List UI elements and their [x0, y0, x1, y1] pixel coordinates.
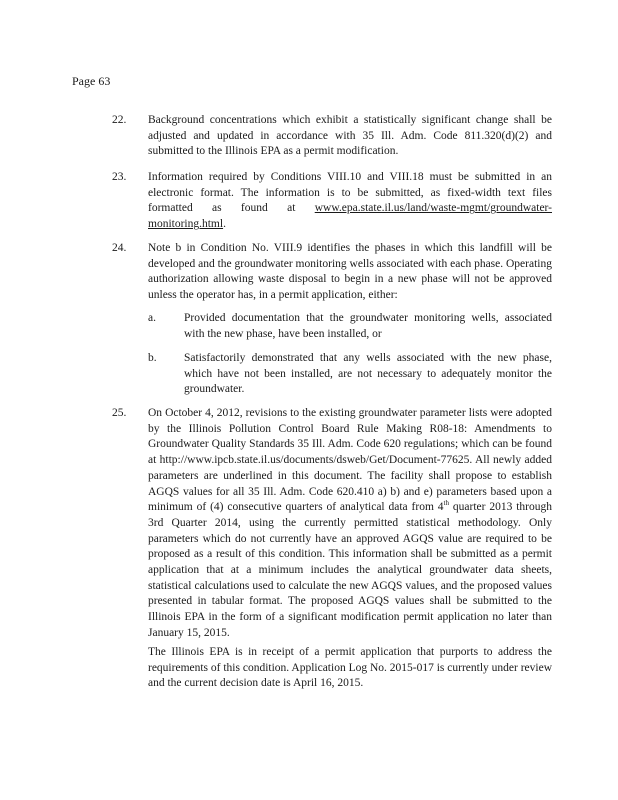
condition-text-part: quarter 2013 through 3rd Quarter 2014, using the currently permitted statistical methodology. Only parameters which do not currently have an approved AGQS value are required to be proposed as a result of this condition. This information shall be submitted as a permit application that at a minimum includes the analytical groundwater data sheets, statistical calculations used to calculate the new AGQS values, and the proposed values presented in tabular format. The proposed AGQS values shall be submitted to the Illinois EPA in the form of a significant modification permit application no later than January 15, 2015.: [148, 501, 552, 639]
condition-text-part: Information required by Conditions VIII.10 and VIII.18 must be submitted in an electronic format. The information is to be submitted, as fixed-width text files formatted as found at: [148, 171, 552, 215]
groundwater-monitoring-link[interactable]: www.epa.state.il.us/land/waste-mgmt/groundwater-monitoring.html: [148, 202, 552, 231]
condition-text: [148, 170, 552, 233]
condition-22: [112, 113, 552, 160]
condition-25-followup: The Illinois EPA is in receipt of a permit application that purports to address the requirements of this condition. Application Log No. 2015-017 is currently under review and the current decision date is April 16, 2015.: [148, 646, 553, 690]
condition-number: 22.: [112, 114, 127, 126]
condition-number: 23.: [112, 171, 127, 183]
condition-text-part: .: [223, 218, 226, 231]
subitem-text: Provided documentation that the groundwater monitoring wells, associated with the new phase, have been installed, or: [184, 312, 552, 340]
condition-number: 24.: [112, 242, 127, 254]
page-number: Page 63: [72, 74, 111, 88]
subitem-text: Satisfactorily demonstrated that any wells associated with the new phase, which have not been installed, are not necessary to adequately monitor the groundwater.: [184, 352, 552, 396]
condition-text: Note b in Condition No. VIII.9 identifies the phases in which this landfill will be developed and the groundwater monitoring wells associated with each phase. Operating authorization allowing waste disposal to begin in a new phase will not be approved unless the operator has, in a permit application, either:: [148, 242, 552, 302]
subitem-b: [148, 351, 552, 398]
condition-text: Background concentrations which exhibit a statistically significant change shall be adjusted and updated in accordance with 35 Ill. Adm. Code 811.320(d)(2) and submitted to the Illinois EPA as a permit modification.: [148, 114, 552, 158]
subitem-a: [148, 311, 552, 342]
condition-number: 25.: [112, 407, 127, 419]
condition-23: [112, 170, 552, 233]
condition-25: [112, 406, 552, 642]
subitem-letter: b.: [148, 352, 157, 364]
superscript: th: [443, 499, 449, 508]
condition-24: [112, 241, 552, 304]
subitem-letter: a.: [148, 312, 156, 324]
condition-text: [148, 406, 552, 642]
condition-text-part: On October 4, 2012, revisions to the existing groundwater parameter lists were adopted by the Illinois Pollution Control Board Rule Making R08-18: Amendments to Groundwater Quality Standards 35 Ill. Adm. Code 620 regulations; which can be found at http://www.ipcb.state.il.us/documents/dsweb/Get/Document-77625. All newly added parameters are underlined in this document. The facility shall propose to establish AGQS values for all 35 Ill. Adm. Code 620.410 a) b) and e) parameters based upon a minimum of (4) consecutive quarters of analytical data from 4: [148, 407, 552, 514]
